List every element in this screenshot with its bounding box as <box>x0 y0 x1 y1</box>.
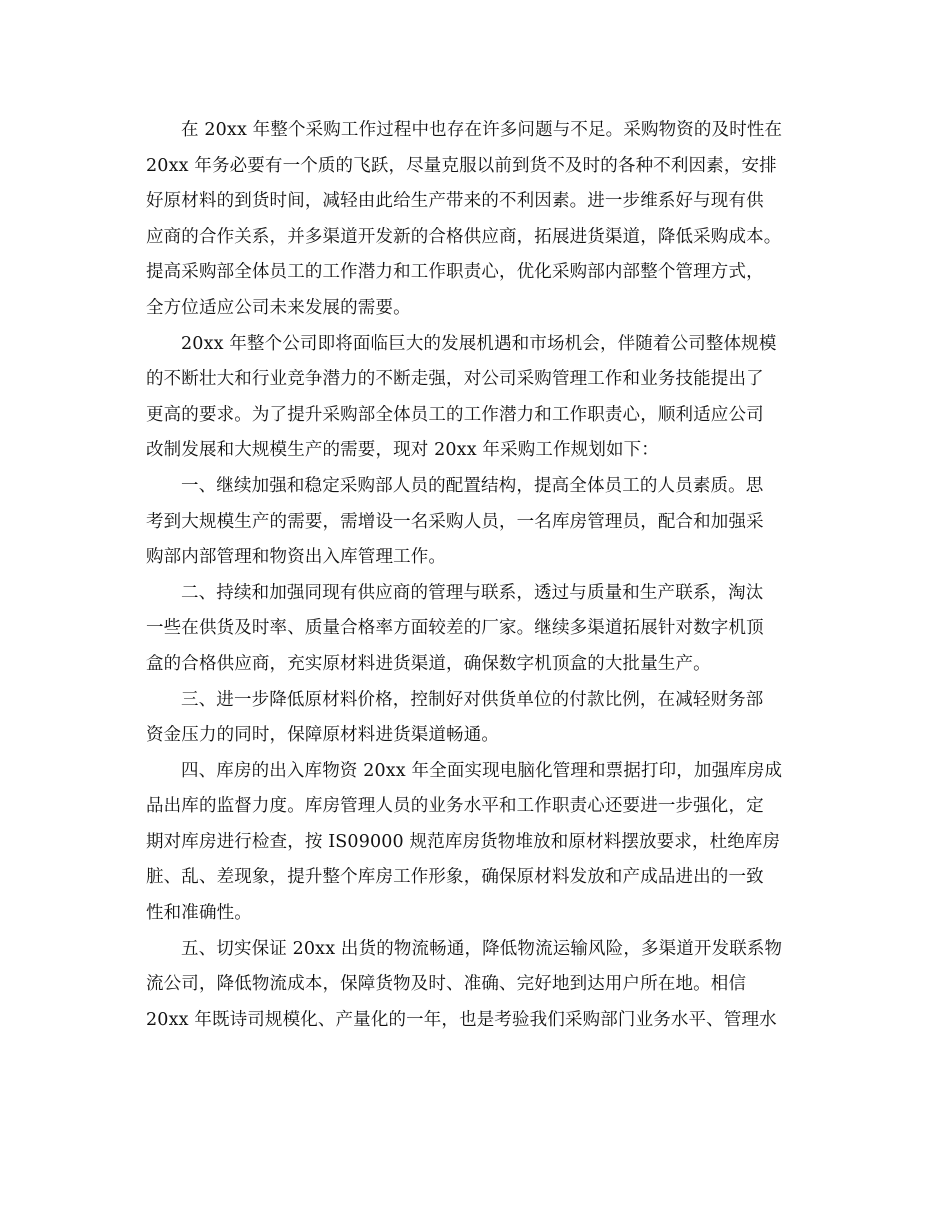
text-line: 四、库房的出入库物资 20xx 年全面实现电脑化管理和票据打印，加强库房成 <box>181 760 783 781</box>
paragraph <box>146 327 810 469</box>
text-line: 改制发展和大规模生产的需要，现对 20xx 年采购工作规划如下： <box>146 440 659 461</box>
text-line: 好原材料的到货时间，减轻由此给生产带来的不利因素。进一步维系好与现有供 <box>146 191 764 212</box>
text-line: 全方位适应公司未来发展的需要。 <box>146 297 411 318</box>
document-body <box>146 113 810 1038</box>
text-line: 20xx 年务必要有一个质的飞跃，尽量克服以前到货不及时的各种不利因素，安排 <box>146 155 777 176</box>
text-line: 盒的合格供应商，充实原材料进货渠道，确保数字机顶盒的大批量生产。 <box>146 653 711 674</box>
text-line: 二、持续和加强同现有供应商的管理与联系，透过与质量和生产联系，淘汰 <box>181 582 764 603</box>
paragraph <box>146 469 810 576</box>
paragraph <box>146 113 810 327</box>
text-line: 一、继续加强和稳定采购部人员的配置结构，提高全体员工的人员素质。思 <box>181 475 764 496</box>
text-line: 性和准确性。 <box>146 903 252 924</box>
text-line: 提高采购部全体员工的工作潜力和工作职责心，优化采购部内部整个管理方式， <box>146 262 764 283</box>
text-line: 脏、乱、差现象，提升整个库房工作形象，确保原材料发放和产成品进出的一致 <box>146 867 764 888</box>
paragraph <box>146 932 810 1039</box>
text-line: 更高的要求。为了提升采购部全体员工的工作潜力和工作职责心，顺利适应公司 <box>146 404 764 425</box>
text-line: 的不断壮大和行业竞争潜力的不断走强，对公司采购管理工作和业务技能提出了 <box>146 369 764 390</box>
paragraph <box>146 683 810 754</box>
text-line: 在 20xx 年整个采购工作过程中也存在许多问题与不足。采购物资的及时性在 <box>181 120 783 140</box>
text-line: 五、切实保证 20xx 出货的物流畅通，降低物流运输风险，多渠道开发联系物 <box>181 938 783 959</box>
text-line: 考到大规模生产的需要，需增设一名采购人员，一名库房管理员，配合和加强采 <box>146 511 764 532</box>
text-line: 购部内部管理和物资出入库管理工作。 <box>146 547 447 568</box>
text-line: 流公司，降低物流成本，保障货物及时、准确、完好地到达用户所在地。相信 <box>146 974 747 995</box>
paragraph <box>146 576 810 683</box>
text-line: 资金压力的同时，保障原材料进货渠道畅通。 <box>146 725 499 746</box>
text-line: 20xx 年整个公司即将面临巨大的发展机遇和市场机会，伴随着公司整体规模 <box>181 333 777 354</box>
text-line: 一些在供货及时率、质量合格率方面较差的厂家。继续多渠道拓展针对数字机顶 <box>146 618 764 639</box>
paragraph <box>146 754 810 932</box>
text-line: 品出库的监督力度。库房管理人员的业务水平和工作职责心还要进一步强化，定 <box>146 796 764 817</box>
text-line: 应商的合作关系，并多渠道开发新的合格供应商，拓展进货渠道，降低采购成本。 <box>146 226 782 247</box>
text-line: 三、进一步降低原材料价格，控制好对供货单位的付款比例，在减轻财务部 <box>181 689 764 710</box>
text-line: 期对库房进行检查，按 IS09000 规范库房货物堆放和原材料摆放要求，杜绝库房 <box>146 831 781 852</box>
text-line: 20xx 年既诗司规模化、产量化的一年，也是考验我们采购部门业务水平、管理水 <box>146 1009 777 1030</box>
